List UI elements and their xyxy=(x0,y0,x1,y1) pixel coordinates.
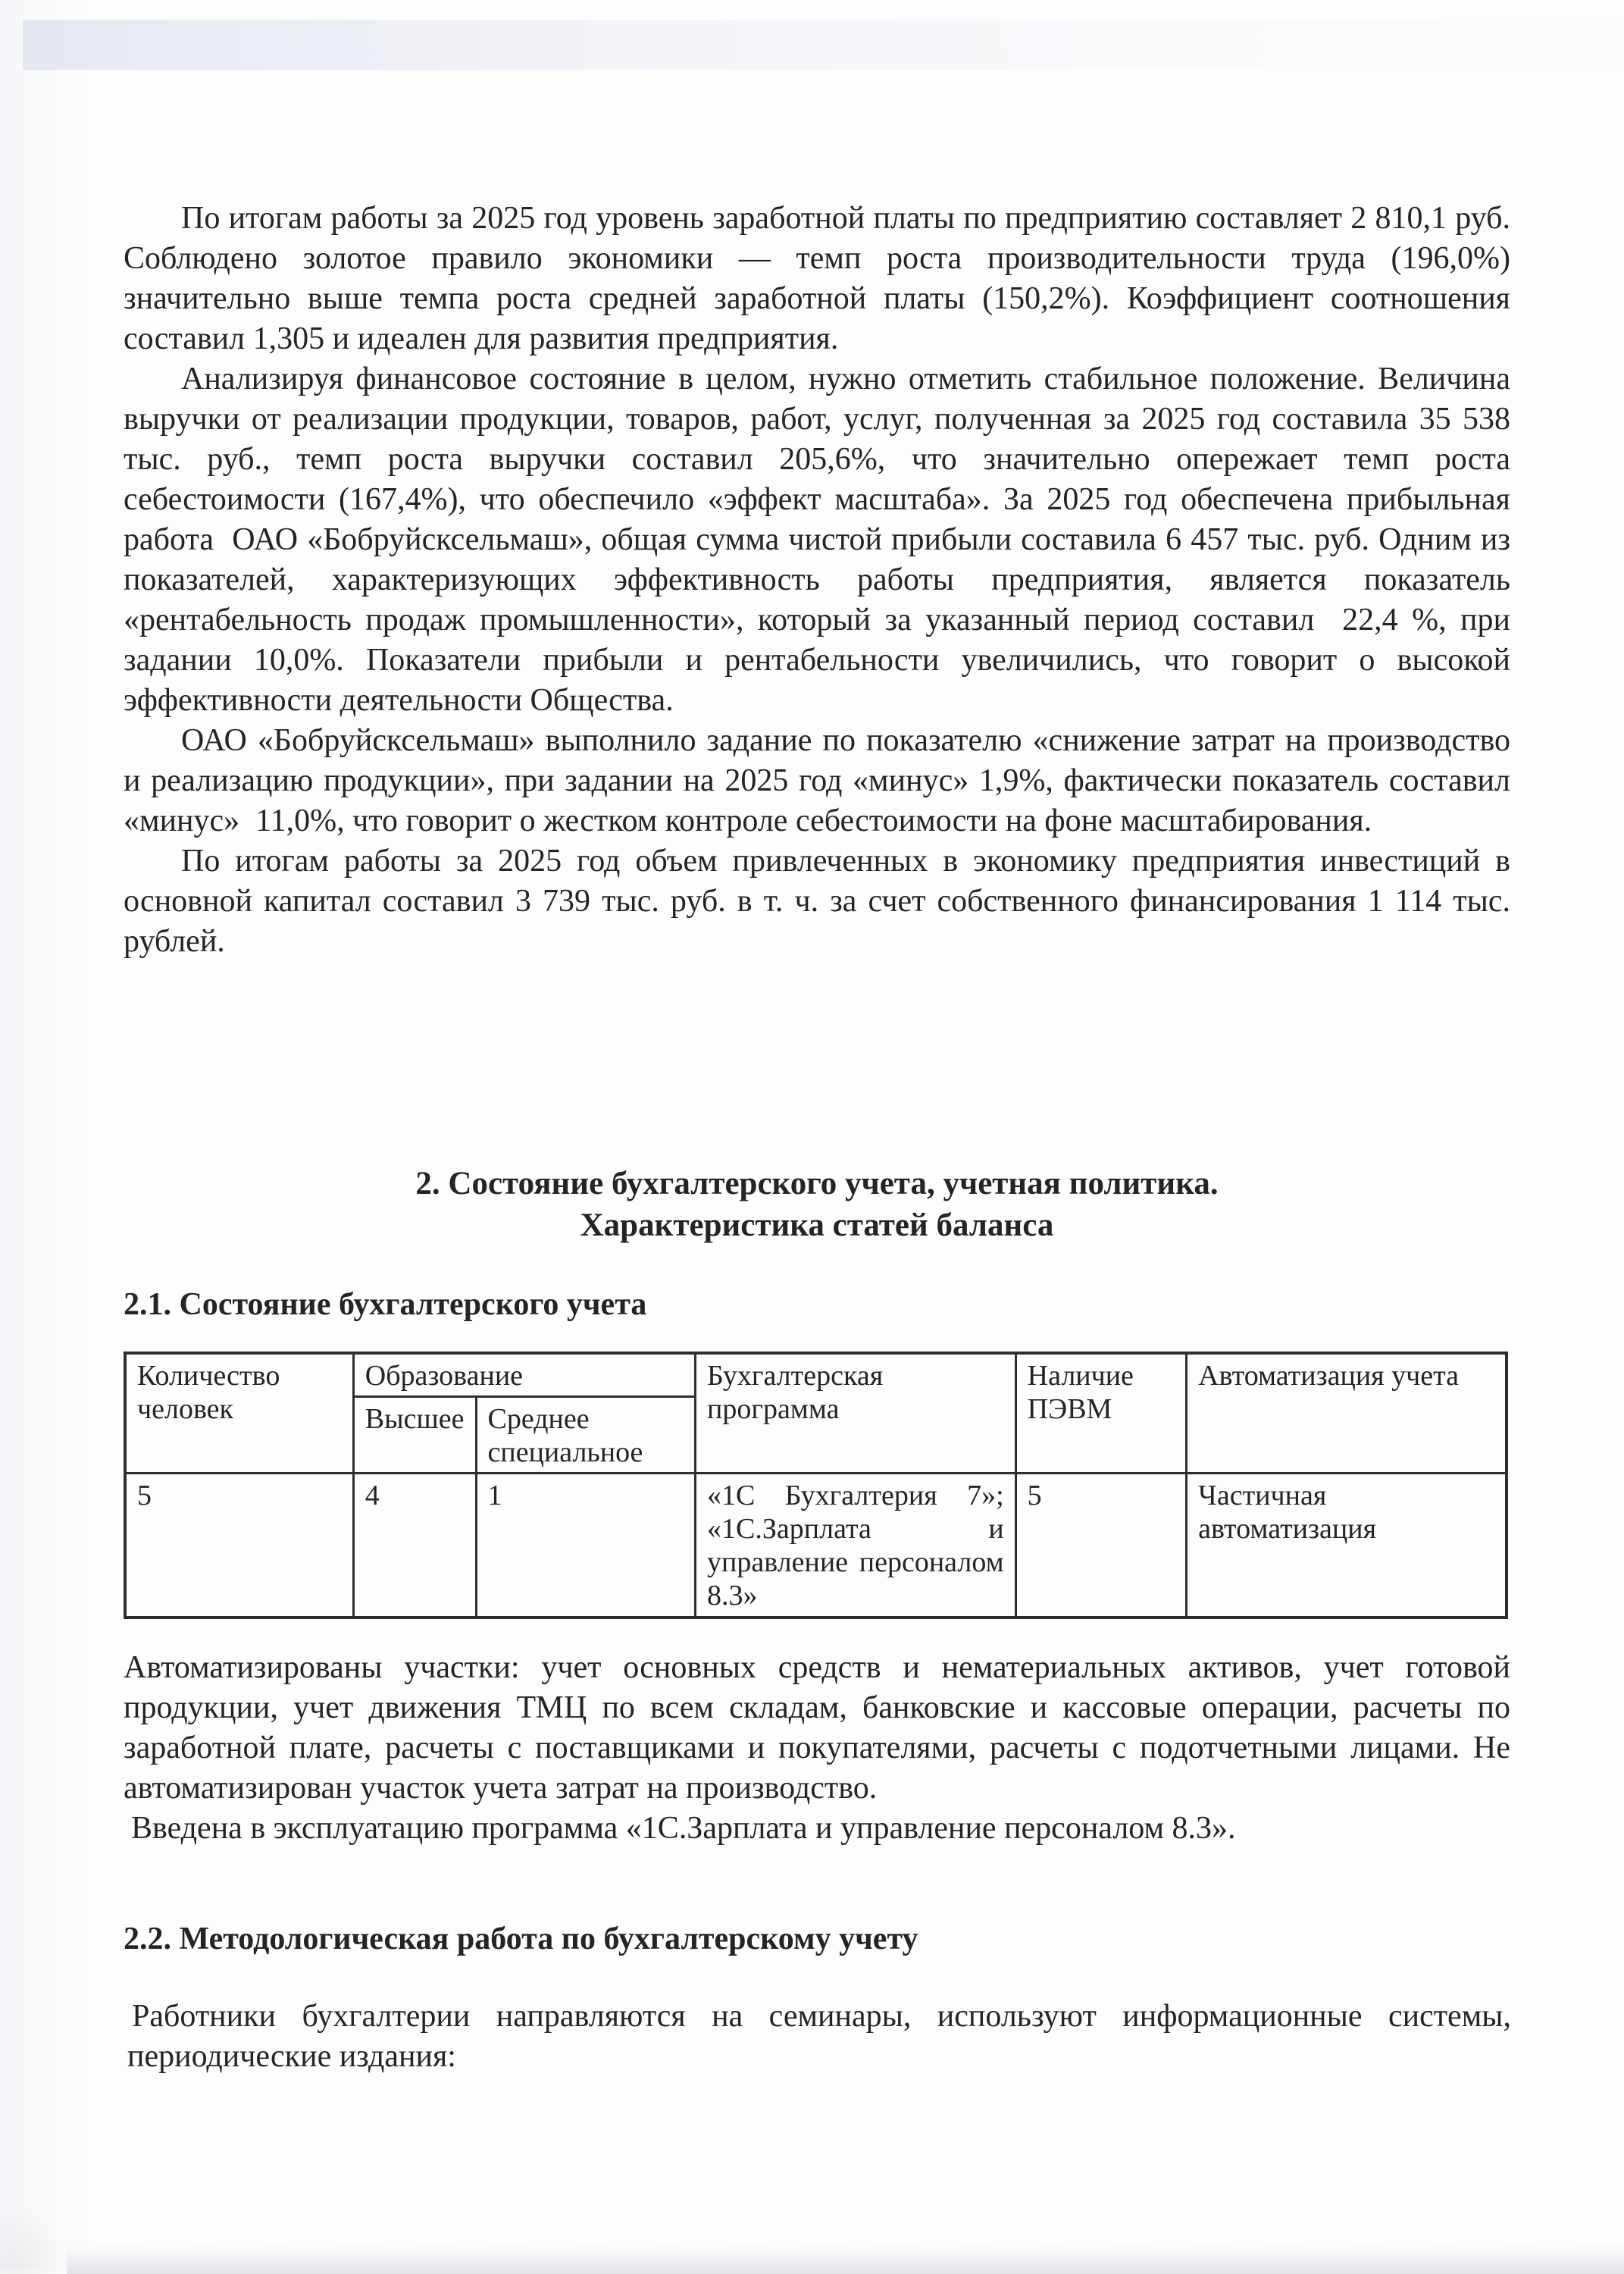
cell-education-higher: 4 xyxy=(353,1474,476,1618)
col-header-education: Образование xyxy=(353,1353,695,1397)
section-2-1-heading: 2.1. Состояние бухгалтерского учета xyxy=(124,1287,647,1322)
col-header-automation: Автоматизация учета xyxy=(1187,1353,1507,1474)
automation-section xyxy=(124,1648,1510,1849)
section-2-2-heading: 2.2. Методологическая работа по бухгалтерскому учету xyxy=(124,1922,918,1956)
col-header-education-secondary: Среднее специальное xyxy=(476,1397,696,1474)
paragraph-salary-results: По итогам работы за 2025 год уровень заработной платы по предприятию составляет 2 810,1 руб. Соблюдено золотое правило экономики — темп роста производительности труда (196,0%) значительно выше темпа роста средней заработной платы (150,2%). Коэффициент соотношения составил 1,305 и идеален для развития предприятия. xyxy=(124,201,1510,356)
scan-edge-corner xyxy=(0,2206,70,2274)
col-header-pc-availability: Наличие ПЭВМ xyxy=(1015,1353,1187,1474)
cell-pc-availability: 5 xyxy=(1015,1474,1187,1618)
scan-edge-left xyxy=(0,0,89,2270)
section-2-heading-line2: Характеристика статей баланса xyxy=(580,1207,1054,1243)
col-header-staff-count: Количество человек xyxy=(125,1353,353,1474)
section-2-heading xyxy=(124,1163,1510,1246)
cell-automation: Частичная автоматизация xyxy=(1187,1474,1507,1618)
seminars-section xyxy=(127,1997,1511,2077)
cell-staff-count: 5 xyxy=(125,1474,353,1618)
scan-edge-bottom xyxy=(67,2239,1624,2274)
col-header-program: Бухгалтерская программа xyxy=(696,1353,1016,1474)
cell-program: «1С Бухгалтерия 7»; «1С.Зарплата и управление персоналом 8.3» xyxy=(696,1474,1016,1618)
scan-edge-top xyxy=(23,20,1624,70)
paragraph-program-launched: Введена в эксплуатацию программа «1С.Зарплата и управление персоналом 8.3». xyxy=(131,1811,1236,1846)
paragraph-seminars: Работники бухгалтерии направляются на семинары, используют информационные системы, периодические издания: xyxy=(127,1999,1511,2074)
report-body xyxy=(124,199,1510,962)
section-2-heading-line1: 2. Состояние бухгалтерского учета, учетная политика. xyxy=(415,1166,1219,1201)
paragraph-automated-areas: Автоматизированы участки: учет основных средств и нематериальных активов, учет готовой продукции, учет движения ТМЦ по всем складам, банковские и кассовые операции, расчеты по заработной плате, расчеты с поставщиками и покупателями, расчеты с подотчетными лицами. Не автоматизирован участок учета затрат на производство. xyxy=(124,1650,1510,1806)
paragraph-financial-state: Анализируя финансовое состояние в целом, нужно отметить стабильное положение. Величина выручки от реализации продукции, товаров, работ, услуг, полученная за 2025 год составила 35 538 тыс. руб., темп роста выручки составил 205,6%, что значительно опережает темп роста себестоимости (167,4%), что обеспечило «эффект масштаба». За 2025 год обеспечена прибыльная работа ОАО «Бобруйсксельмаш», общая сумма чистой прибыли составила 6 457 тыс. руб. Одним из показателей, характеризующих эффективность работы предприятия, является показатель «рентабельность продаж промышленности», который за указанный период составил 22,4 %, при задании 10,0%. Показатели прибыли и рентабельности увеличились, что говорит о высокой эффективности деятельности Общества. xyxy=(124,362,1510,718)
col-header-education-higher: Высшее xyxy=(353,1397,476,1474)
paragraph-investments: По итогам работы за 2025 год объем привлеченных в экономику предприятия инвестиций в основной капитал составил 3 739 тыс. руб. в т. ч. за счет собственного финансирования 1 114 тыс. рублей. xyxy=(124,844,1510,959)
accounting-status-table xyxy=(124,1352,1508,1619)
cell-education-secondary: 1 xyxy=(476,1474,696,1618)
paragraph-cost-reduction: ОАО «Бобруйсксельмаш» выполнило задание по показателю «снижение затрат на производство и реализацию продукции», при задании на 2025 год «минус» 1,9%, фактически показатель составил «минус» 11,0%, что говорит о жестком контроле себестоимости на фоне масштабирования. xyxy=(124,723,1510,838)
